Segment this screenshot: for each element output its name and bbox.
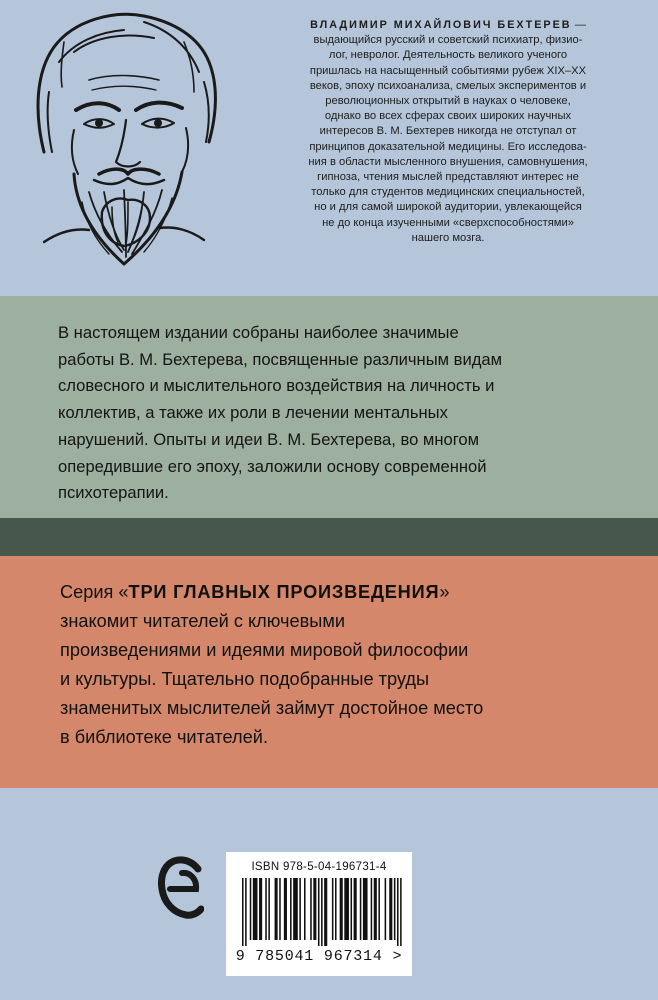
bio-line: лог, невролог. Деятельность великого ученого — [328, 49, 568, 62]
barcode-bar — [250, 878, 252, 940]
barcode-bar — [253, 878, 258, 940]
eksmo-logo-icon — [158, 855, 204, 921]
barcode-bar — [389, 878, 392, 940]
barcode-bar — [299, 878, 301, 940]
barcode-bars — [236, 878, 404, 946]
bio-line: веков, эпоху психоанализа, смелых экспериментов и — [309, 79, 587, 92]
bio-line: выдающийся русский и советский психиатр, физио- — [313, 34, 583, 47]
series-line: знаменитых мыслителей займут достойное место — [60, 698, 484, 718]
bio-line: не до конца изученными «сверхспособностями» — [322, 216, 574, 229]
barcode-bar — [374, 878, 377, 940]
barcode-bar — [354, 878, 357, 940]
barcode-bar — [340, 878, 343, 940]
edition-line: нарушений. Опыты и идеи В. М. Бехтерева, во многом — [58, 429, 480, 449]
bio-line: нашего мозга. — [411, 231, 485, 244]
barcode-bar — [279, 878, 281, 940]
barcode-bar — [310, 878, 312, 940]
barcode-bar — [259, 878, 262, 940]
bio-line-0 — [256, 18, 640, 33]
bio-line: пришлась на насыщенный событиями рубеж XIX–XX — [309, 64, 587, 77]
barcode-bar — [360, 878, 362, 940]
barcode-bar — [265, 878, 267, 940]
barcode-bar — [335, 878, 337, 940]
author-name: ВЛАДИМИР МИХАЙЛОВИЧ БЕХТЕРЕВ — [310, 19, 572, 31]
edition-line: психотерапии. — [58, 483, 169, 503]
series-line: знакомит читателей с ключевыми — [60, 611, 346, 631]
barcode-digits: 9 785041 967314 > — [235, 948, 403, 965]
barcode-bar — [394, 878, 396, 940]
edition-description — [58, 320, 618, 507]
bio-line: принципов доказательной медицины. Его исследова- — [309, 140, 587, 153]
series-line: в библиотеке читателей. — [60, 727, 268, 747]
series-line: произведениями и идеями мировой философии — [60, 640, 469, 660]
series-description — [60, 578, 620, 752]
bio-line: революционных открытий в науках о человеке, — [325, 95, 571, 108]
bio-line: гипноза, чтения мыслей представляют интерес не — [317, 171, 579, 184]
barcode-bar — [293, 878, 298, 940]
bio-line: однако во всех сферах своих широких научных — [324, 110, 572, 123]
barcode-bar — [332, 878, 334, 940]
edition-line: опередившие его эпоху, заложили основу современной — [58, 456, 487, 476]
series-line-0 — [60, 578, 620, 607]
barcode-bar — [318, 878, 320, 946]
author-bio — [256, 18, 640, 246]
barcode-bar — [371, 878, 373, 940]
barcode-bar — [275, 878, 278, 940]
bio-line: но и для самой широкой аудитории, увлекающейся — [314, 201, 582, 214]
barcode-bar — [290, 878, 292, 940]
barcode-bar — [313, 878, 316, 940]
barcode-bar — [245, 878, 247, 946]
barcode-bar — [385, 878, 387, 940]
bio-line: интересов В. М. Бехтерев никогда не отступал от — [319, 125, 577, 138]
barcode-bar — [268, 878, 270, 940]
edition-line: работы В. М. Бехтерева, посвященные различным видам — [58, 349, 503, 369]
edition-line: В настоящем издании собраны наиболее значимые — [58, 323, 459, 342]
barcode-bar — [351, 878, 353, 940]
barcode-bar — [304, 878, 306, 940]
edition-line: коллектив, а также их роли в лечении ментальных — [58, 403, 448, 423]
barcode-bar — [284, 878, 287, 940]
barcode-box — [226, 852, 412, 976]
series-suffix: » — [439, 582, 450, 602]
edition-line: словесного и мыслительного воздействия на личность и — [58, 376, 495, 396]
barcode-bar — [378, 878, 380, 940]
barcode-bar — [363, 878, 368, 940]
barcode-bar — [321, 878, 323, 946]
series-line: и культуры. Тщательно подобранные труды — [60, 669, 430, 689]
author-dash: — — [571, 19, 586, 31]
barcode-bar — [324, 878, 327, 946]
bio-line: ния в области мысленного внушения, самовнушения, — [308, 155, 588, 168]
series-prefix: Серия « — [60, 582, 129, 602]
barcode-bar — [242, 878, 244, 946]
portrait-illustration — [4, 2, 254, 278]
series-name: ТРИ ГЛАВНЫХ ПРОИЗВЕДЕНИЯ — [128, 582, 440, 602]
barcode-bar — [344, 878, 349, 940]
isbn-label: ISBN 978-5-04-196731-4 — [251, 861, 387, 873]
barcode-bar — [397, 878, 399, 946]
divider-band — [0, 518, 658, 556]
bio-line: только для студентов медицинских специальностей, — [311, 186, 585, 199]
barcode-bar — [400, 878, 402, 946]
